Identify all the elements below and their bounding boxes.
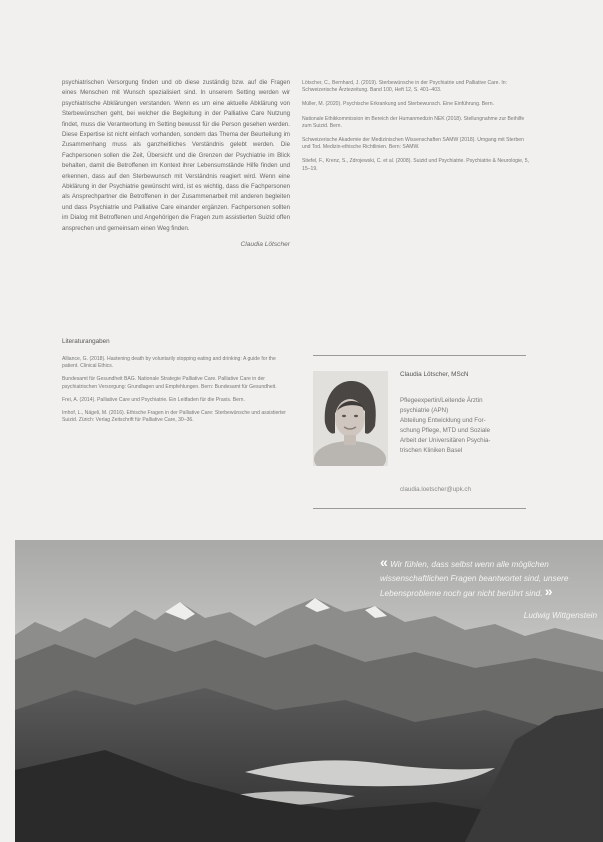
quote-open-mark: « <box>380 554 388 570</box>
author-portrait <box>313 371 388 466</box>
literature-entry: Imhof, L., Nägeli, M. (2016). Ethische Fragen in der Palliative Care: Sterbewünsche und assistierter Suizid. Zürich: Verlag Zeitschrift für Palliative Care, 30–36. <box>62 410 286 424</box>
bio-line: psychiatrie (APN) <box>400 407 449 415</box>
bio-line: Pflegeexpertin/Leitende Ärztin <box>400 397 483 404</box>
literature-right-list <box>302 80 530 180</box>
author-signature: Claudia Lötscher <box>240 241 290 249</box>
quote-close-mark: » <box>544 583 553 600</box>
bio-description <box>400 396 525 457</box>
quote-author: Ludwig Wittgenstein <box>523 611 597 620</box>
bio-author-name: Claudia Lötscher, MScN <box>400 371 469 378</box>
literature-entry: Frei, A. (2014). Palliative Care und Psychiatrie. Ein Leitfaden für die Praxis. Bern. <box>62 396 245 403</box>
bio-line: Arbeit der Universitären Psychia- <box>400 437 491 445</box>
literature-entry: Bundesamt für Gesundheit BAG. Nationale Strategie Palliative Care. Palliative Care in der psychiatrischen Versorgung: Grundlagen und Empfehlungen. Bern: Bundesamt für Gesundheit. <box>62 376 277 390</box>
literature-entry: Lötscher, C., Bernhard, J. (2019). Sterbewünsche in der Psychiatrie und Palliative Care. In: Schweizerische Ärztezeitung. Band 100, Heft 12, S. 401–403. <box>302 80 507 94</box>
bio-line: Abteilung Entwicklung und For- <box>400 417 486 425</box>
bio-line: trischen Kliniken Basel <box>400 447 463 455</box>
literature-entry: Schweizerische Akademie der Medizinischen Wissenschaften SAMW (2018). Umgang mit Sterben und Tod. Medizin-ethische Richtlinien. Bern: SAMW. <box>302 137 524 151</box>
portrait-photo-icon <box>313 371 388 466</box>
article-body-text: psychiatrischen Versorgung finden und ob diese zuständig bzw. auf die Fragen eines Menschen mit Wunsch spezialisiert sind. In unserem Setting werden wir psychiatrische Abklärungen verstanden. Wenn es um eine aktuelle Abklärung von Sterbewünschen geht, bei welcher die Begleitung in der Palliative Care Nutzung findet, muss die Verantwortung im Setting bewusst für die Person gesehen werden. Diese Expertise ist nicht einfach vorhanden, sondern das Thema der Beurteilung im Zusammenhang muss als ganzheitliches Verständnis gelebt werden. Die Fachpersonen sollen die Zeit, Übersicht und die Grenzen der Psychiatrie im Blick behalten, damit die Betroffenen im Kontext ihrer Lebensumstände Hilfe finden und erkennen, dass auf den Sterbewunsch mit Verständnis reagiert wird. Wenn eine Abklärung in der Psychiatrie gewünscht wird, ist es wichtig, dass die Fachpersonen als Ansprechpartner die Betroffenen in der Zusammenarbeit mit anderen begleiten und dass Psychiatrie und Palliative Care einander ergänzen. Fachpersonen sollten im Dialog mit Betroffenen und Angehörigen die Fragen zum assistierten Suizid offen ansprechen und gemeinsam einen Weg finden. <box>62 79 290 232</box>
literature-entry: Stiefel, F., Krenz, S., Zdrojewski, C. et al. (2008). Suizid und Psychiatrie. Psychiatrie & Neurologie, 5, 15–19. <box>302 158 530 172</box>
literature-entry: Nationale Ethikkommission im Bereich der Humanmedizin NEK (2018). Stellungnahme zur Beihilfe zum Suizid. Bern. <box>302 115 525 129</box>
bio-top-rule <box>313 355 526 356</box>
quote-block <box>380 556 595 601</box>
literature-entry: Müller, M. (2020). Psychische Erkrankung und Sterbewunsch. Eine Einführung. Bern. <box>302 101 494 108</box>
literature-title: Literaturangaben <box>62 338 110 345</box>
bio-bottom-rule <box>313 508 526 509</box>
bio-line: schung Pflege, MTD und Soziale <box>400 427 491 435</box>
literature-left-list <box>62 356 290 430</box>
article-left-column <box>62 78 290 251</box>
literature-entry: Alliance, G. (2018). Hastening death by voluntarily stopping eating and drinking: A guide for the patient. Clinical Ethics. <box>62 356 276 370</box>
bio-email: claudia.loetscher@upk.ch <box>400 486 471 493</box>
quote-text: Wir fühlen, dass selbst wenn alle möglichen wissenschaftlichen Fragen beantwortet sind, unsere Lebensprobleme noch gar nicht berührt sind. <box>380 560 569 599</box>
